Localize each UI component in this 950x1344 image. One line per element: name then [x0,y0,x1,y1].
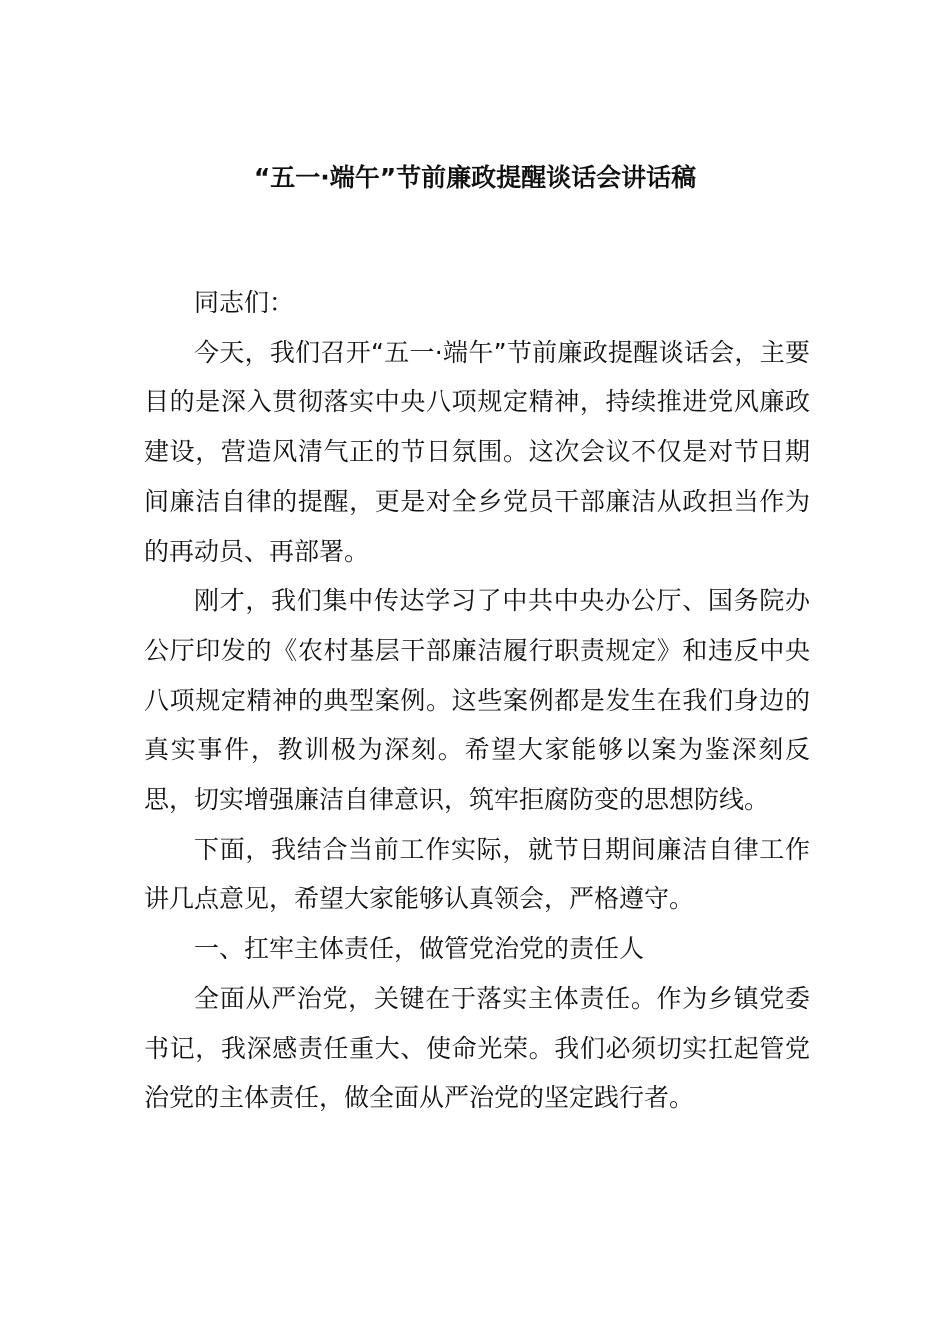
section-heading-1: 一、扛牢主体责任，做管党治党的责任人 [194,934,645,964]
salutation-paragraph: 同志们： [194,288,295,317]
intro-paragraph: 今天，我们召开“五一·端午”节前廉政提醒谈话会，主要目的是深入贯彻落实中央八项规定精神，持续推进党风廉政建设，营造风清气正的节日氛围。这次会议不仅是对节日期间廉洁自律的提醒，更是对全乡党员干部廉洁从政担当作为的再动员、再部署。 [144,337,810,566]
transition-paragraph: 下面，我结合当前工作实际，就节日期间廉洁自律工作讲几点意见，希望大家能够认真领会，严格遵守。 [144,834,810,914]
study-paragraph: 刚才，我们集中传达学习了中共中央办公厅、国务院办公厅印发的《农村基层干部廉洁履行职责规定》和违反中央八项规定精神的典型案例。这些案例都是发生在我们身边的真实事件，教训极为深刻。希望大家能够以案为鉴深刻反思，切实增强廉洁自律意识，筑牢拒腐防变的思想防线。 [144,586,810,815]
document-body [144,278,810,1123]
section-1-paragraph: 全面从严治党，关键在于落实主体责任。作为乡镇党委书记，我深感责任重大、使命光荣。我们必须切实扛起管党治党的主体责任，做全面从严治党的坚定践行者。 [144,983,810,1113]
document-title: “五一·端午”节前廉政提醒谈话会讲话稿 [253,163,697,192]
